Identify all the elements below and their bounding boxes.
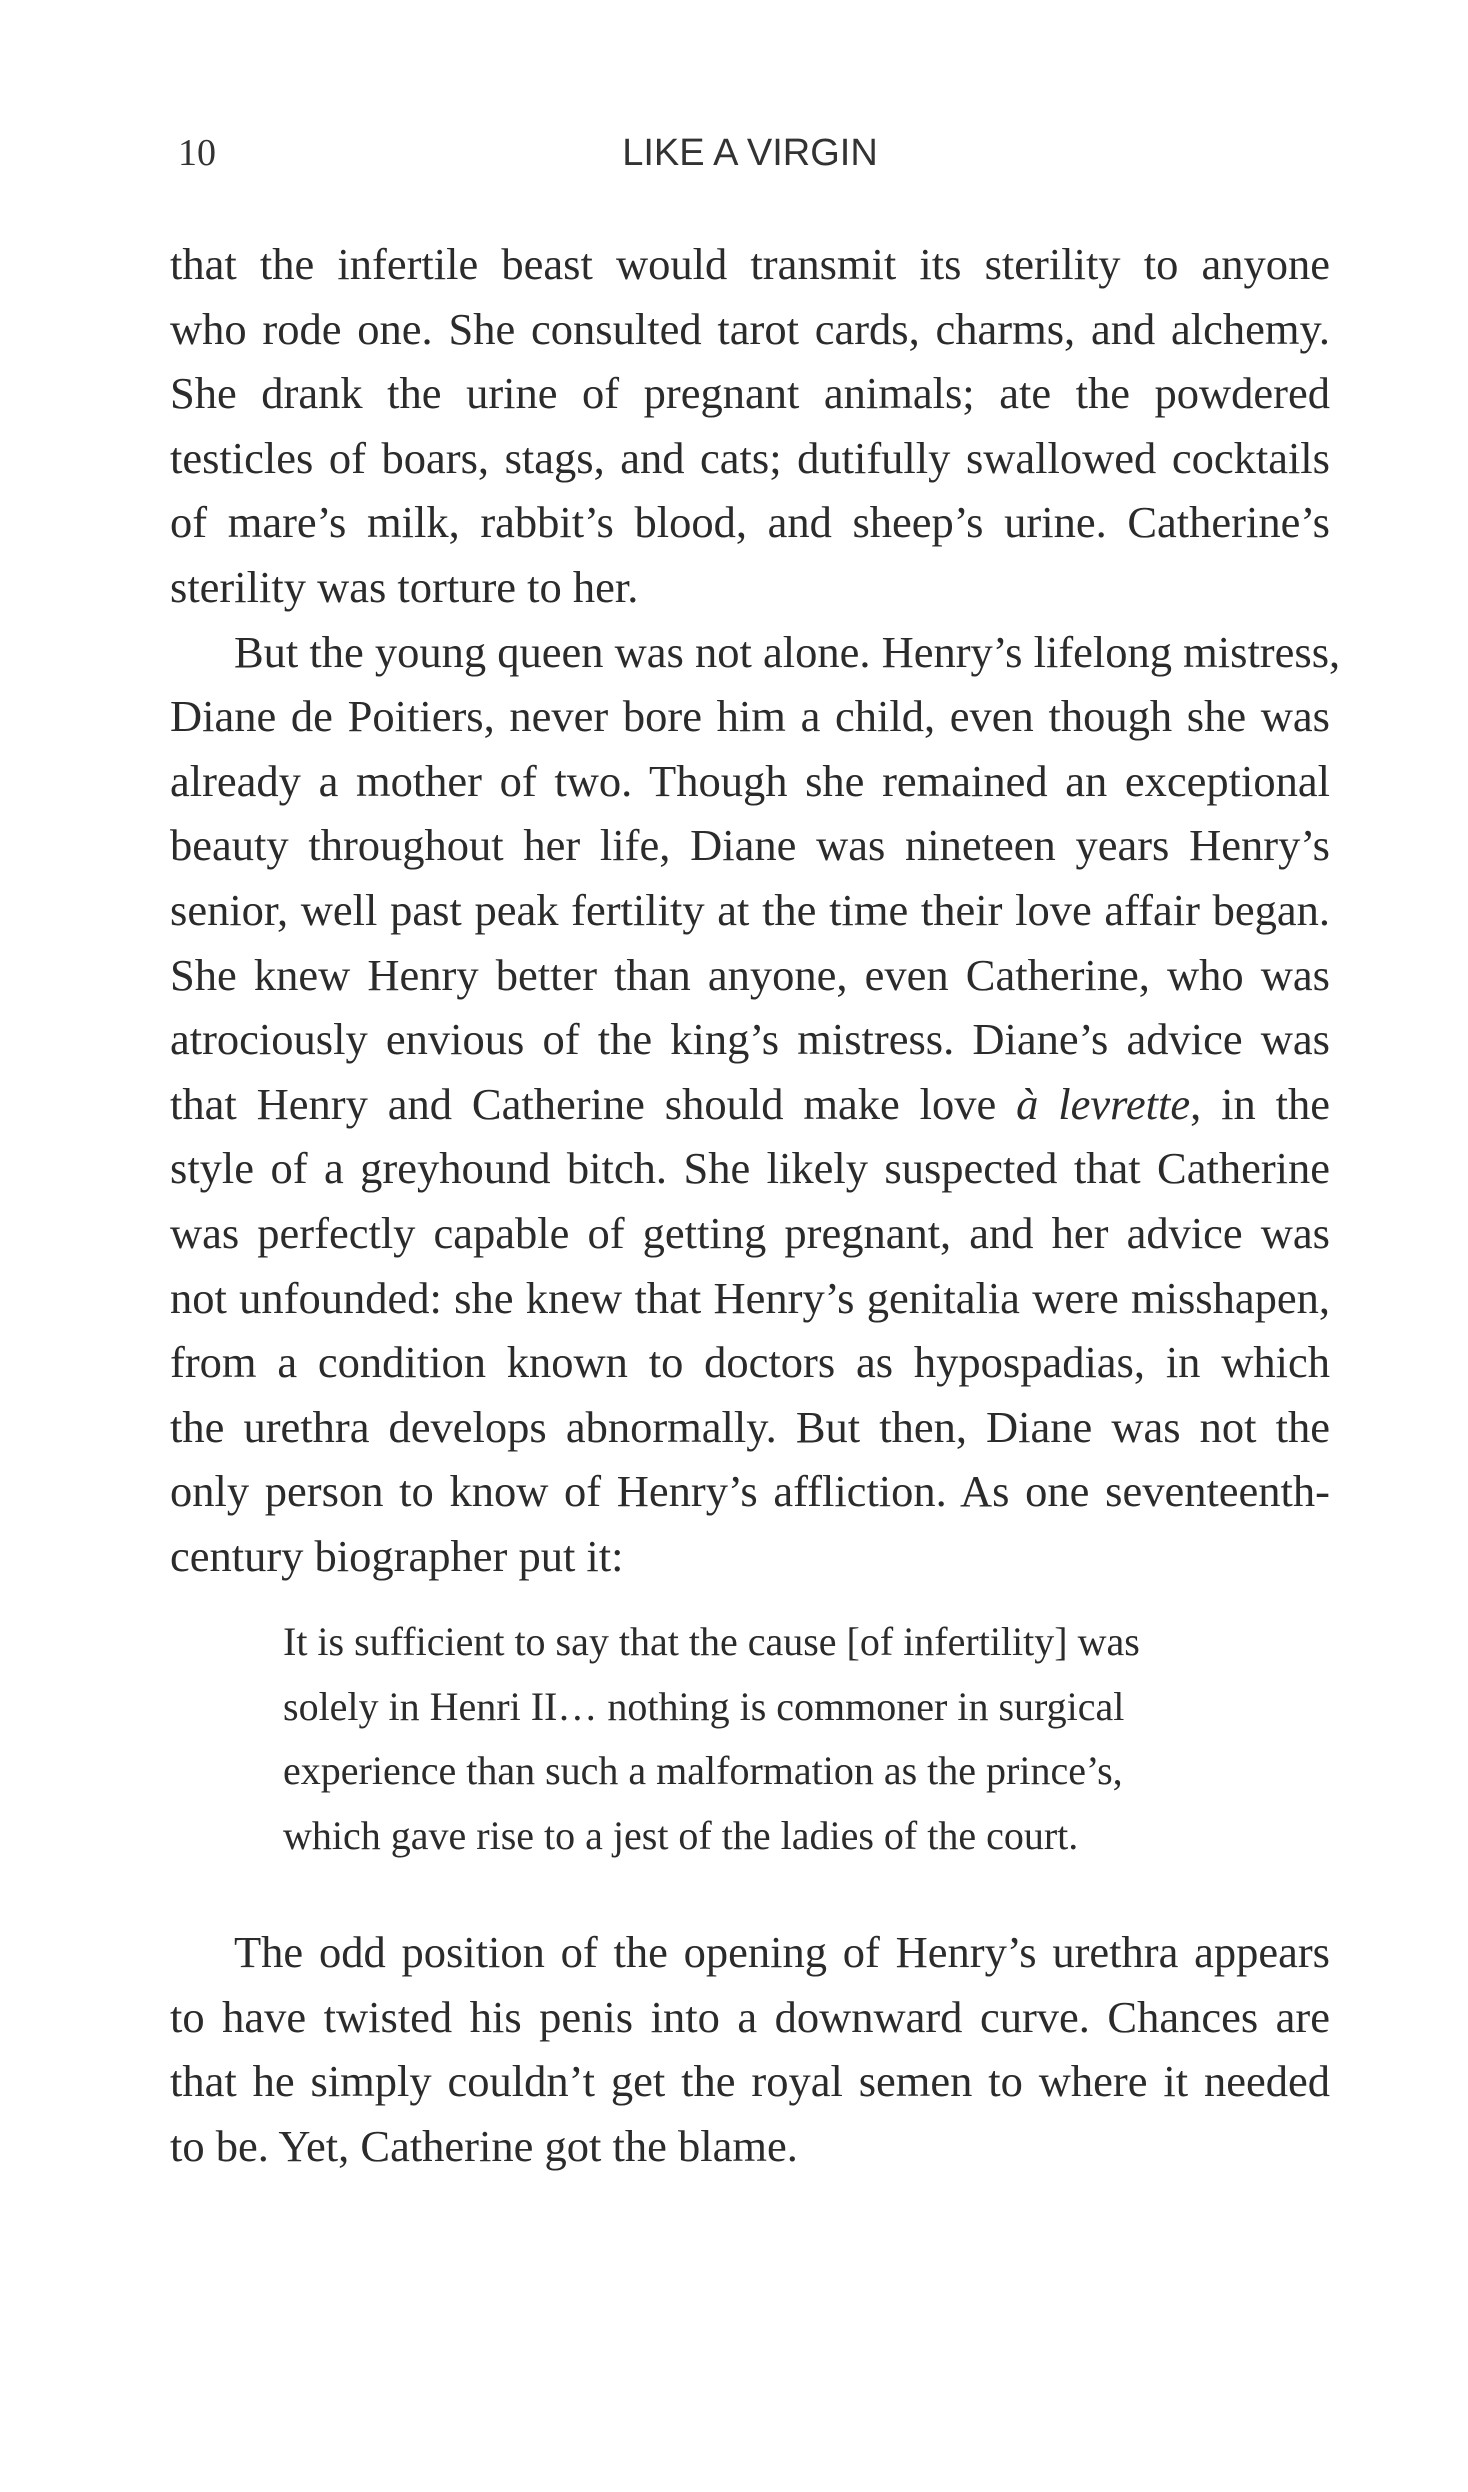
text-line-italic bbox=[170, 1072, 1330, 1137]
closing-paragraph bbox=[170, 1920, 1330, 2178]
quote-line: It is sufficient to say that the cause [of infertility] was bbox=[283, 1619, 1140, 1664]
text-line: senior, well past peak fertility at the time their love affair began. bbox=[170, 884, 1330, 935]
text-fragment: that Henry and Catherine should make love bbox=[170, 1078, 1017, 1129]
text-fragment: , in the bbox=[1190, 1078, 1330, 1129]
text-line: already a mother of two. Though she remained an exceptional bbox=[170, 755, 1330, 806]
main-text bbox=[170, 232, 1341, 1588]
text-line: only person to know of Henry’s affliction. As one seventeenth- bbox=[170, 1466, 1330, 1517]
quote-line: which gave rise to a jest of the ladies of the court. bbox=[283, 1812, 1079, 1858]
text-line: But the young queen was not alone. Henry’s lifelong mistress, bbox=[234, 626, 1341, 677]
text-line: Diane de Poitiers, never bore him a child, even though she was bbox=[170, 691, 1330, 742]
text-line: testicles of boars, stags, and cats; dutifully swallowed cocktails bbox=[170, 432, 1330, 483]
text-line: She knew Henry better than anyone, even Catherine, who was bbox=[170, 949, 1330, 1000]
text-line: beauty throughout her life, Diane was nineteen years Henry’s bbox=[170, 820, 1330, 871]
text-line: to be. Yet, Catherine got the blame. bbox=[170, 2120, 798, 2171]
text-line: who rode one. She consulted tarot cards, charms, and alchemy. bbox=[170, 303, 1330, 354]
text-line: The odd position of the opening of Henry’s urethra appears bbox=[234, 1927, 1330, 1977]
italic-phrase: à levrette bbox=[1016, 1078, 1191, 1129]
text-line: sterility was torture to her. bbox=[170, 561, 639, 612]
text-line: the urethra develops abnormally. But then, Diane was not the bbox=[170, 1401, 1330, 1452]
block-quote bbox=[283, 1610, 1239, 1868]
quote-line: solely in Henri II… nothing is commoner in surgical bbox=[283, 1683, 1125, 1729]
text-line: century biographer put it: bbox=[170, 1530, 624, 1581]
text-line: of mare’s milk, rabbit’s blood, and sheep’s urine. Catherine’s bbox=[170, 497, 1330, 548]
text-line: was perfectly capable of getting pregnant, and her advice was bbox=[170, 1207, 1330, 1258]
running-head: LIKE A VIRGIN bbox=[622, 132, 878, 174]
quote-line: experience than such a malformation as the prince’s, bbox=[283, 1748, 1123, 1793]
page-header bbox=[170, 128, 1330, 178]
text-line: She drank the urine of pregnant animals; ate the powdered bbox=[170, 368, 1330, 419]
text-line: from a condition known to doctors as hypospadias, in which bbox=[170, 1337, 1330, 1388]
text-line: style of a greyhound bitch. She likely suspected that Catherine bbox=[170, 1143, 1330, 1194]
text-line: atrociously envious of the king’s mistress. Diane’s advice was bbox=[170, 1014, 1330, 1065]
text-line: not unfounded: she knew that Henry’s genitalia were misshapen, bbox=[170, 1272, 1330, 1323]
text-line: to have twisted his penis into a downward curve. Chances are bbox=[170, 1991, 1330, 2042]
text-line: that he simply couldn’t get the royal semen to where it needed bbox=[170, 2056, 1330, 2107]
text-line: that the infertile beast would transmit its sterility to anyone bbox=[170, 239, 1330, 289]
page-number: 10 bbox=[178, 132, 216, 174]
